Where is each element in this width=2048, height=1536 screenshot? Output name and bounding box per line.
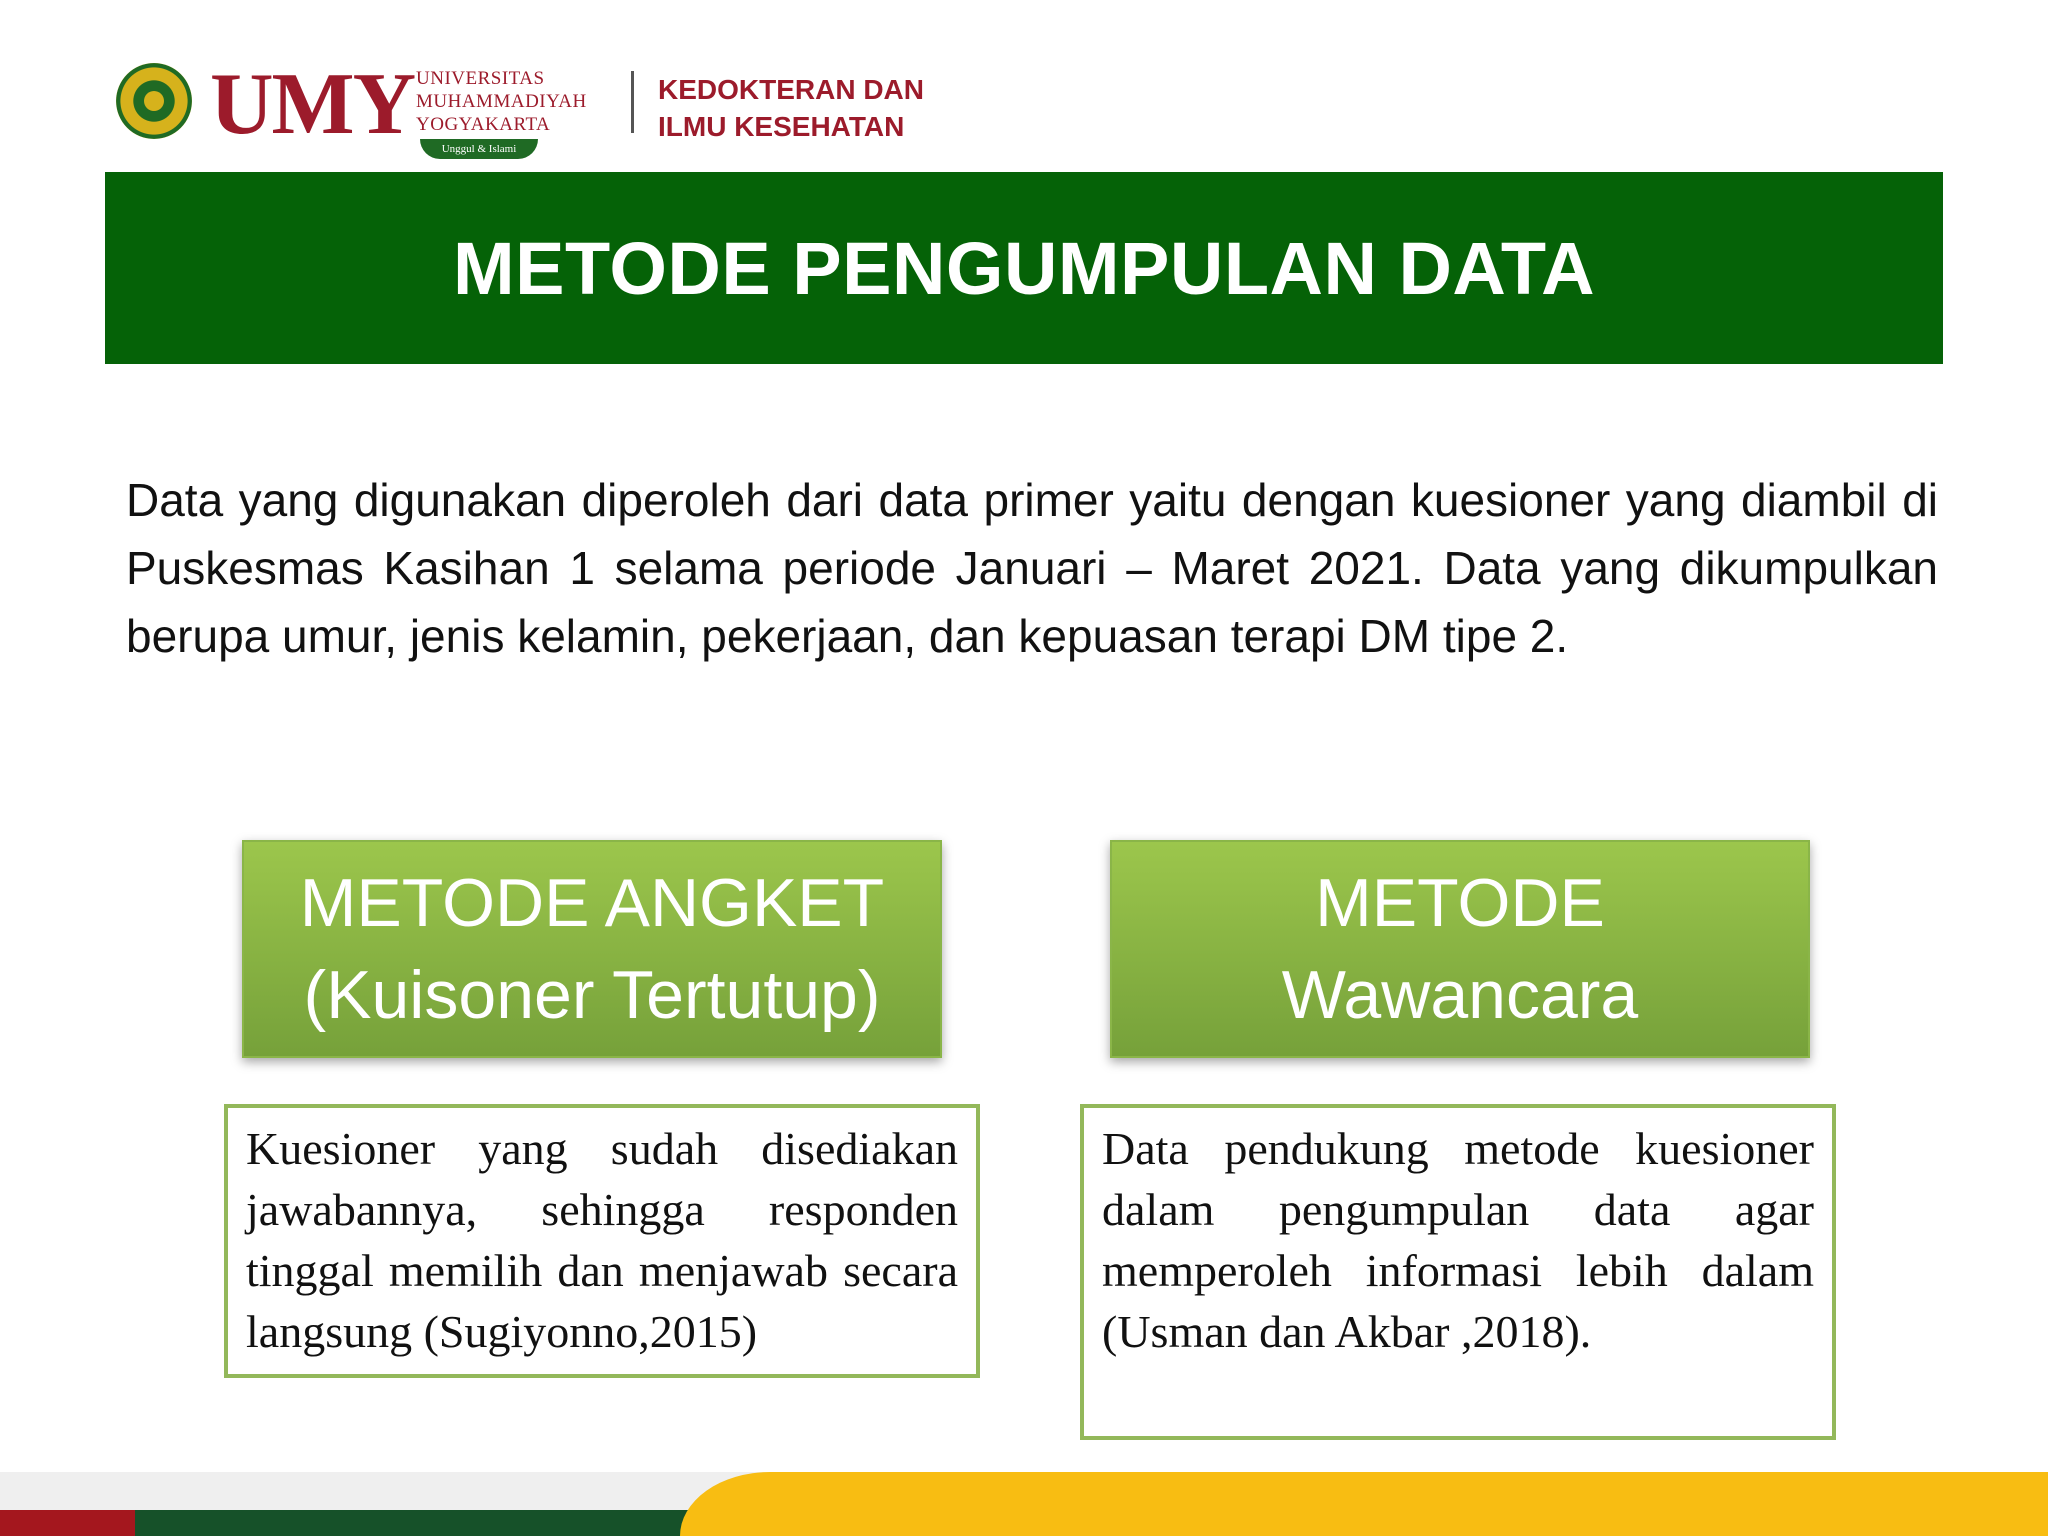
faculty-name <box>658 71 924 145</box>
method-wawancara-box <box>1110 840 1810 1058</box>
method-angket-box <box>242 840 942 1058</box>
university-name-line: YOGYAKARTA <box>416 114 551 135</box>
method-angket-description: Kuesioner yang sudah disediakan jawabannya, sehingga responden tinggal memilih dan menjawab secara langsung (Sugiyonno,2015) <box>224 1104 980 1378</box>
faculty-name-line: KEDOKTERAN DAN <box>658 74 924 105</box>
university-name-line: UNIVERSITAS <box>416 68 545 89</box>
footer-green-stripe <box>135 1510 735 1536</box>
footer-yellow-wave <box>680 1472 2048 1536</box>
university-name-line: MUHAMMADIYAH <box>416 91 587 112</box>
method-title-line: METODE <box>1315 865 1605 941</box>
method-title <box>1282 857 1639 1041</box>
logo-tagline: Unggul & Islami <box>420 139 538 159</box>
umy-seal-icon <box>116 63 192 139</box>
method-title <box>300 857 884 1041</box>
title-bar <box>105 172 1943 364</box>
method-title-line: (Kuisoner Tertutup) <box>303 957 881 1033</box>
slide-title: METODE PENGUMPULAN DATA <box>452 226 1596 310</box>
faculty-name-line: ILMU KESEHATAN <box>658 111 905 142</box>
method-wawancara-description: Data pendukung metode kuesioner dalam pengumpulan data agar memperoleh informasi lebih dalam (Usman dan Akbar ,2018). <box>1080 1104 1836 1440</box>
logo-divider <box>631 71 634 133</box>
logo-wordmark: UMY <box>210 56 415 153</box>
method-title-line: METODE ANGKET <box>299 865 885 941</box>
method-title-line: Wawancara <box>1281 957 1639 1033</box>
footer-red-stripe <box>0 1510 135 1536</box>
footer-band <box>0 1472 2048 1536</box>
intro-paragraph: Data yang digunakan diperoleh dari data primer yaitu dengan kuesioner yang diambil di Puskesmas Kasihan 1 selama periode Januari – Maret 2021. Data yang dikumpulkan berupa umur, jenis kelamin, pekerjaan, dan kepuasan terapi DM tipe 2. <box>126 474 1938 662</box>
university-logo <box>110 55 970 165</box>
university-name <box>416 67 587 136</box>
